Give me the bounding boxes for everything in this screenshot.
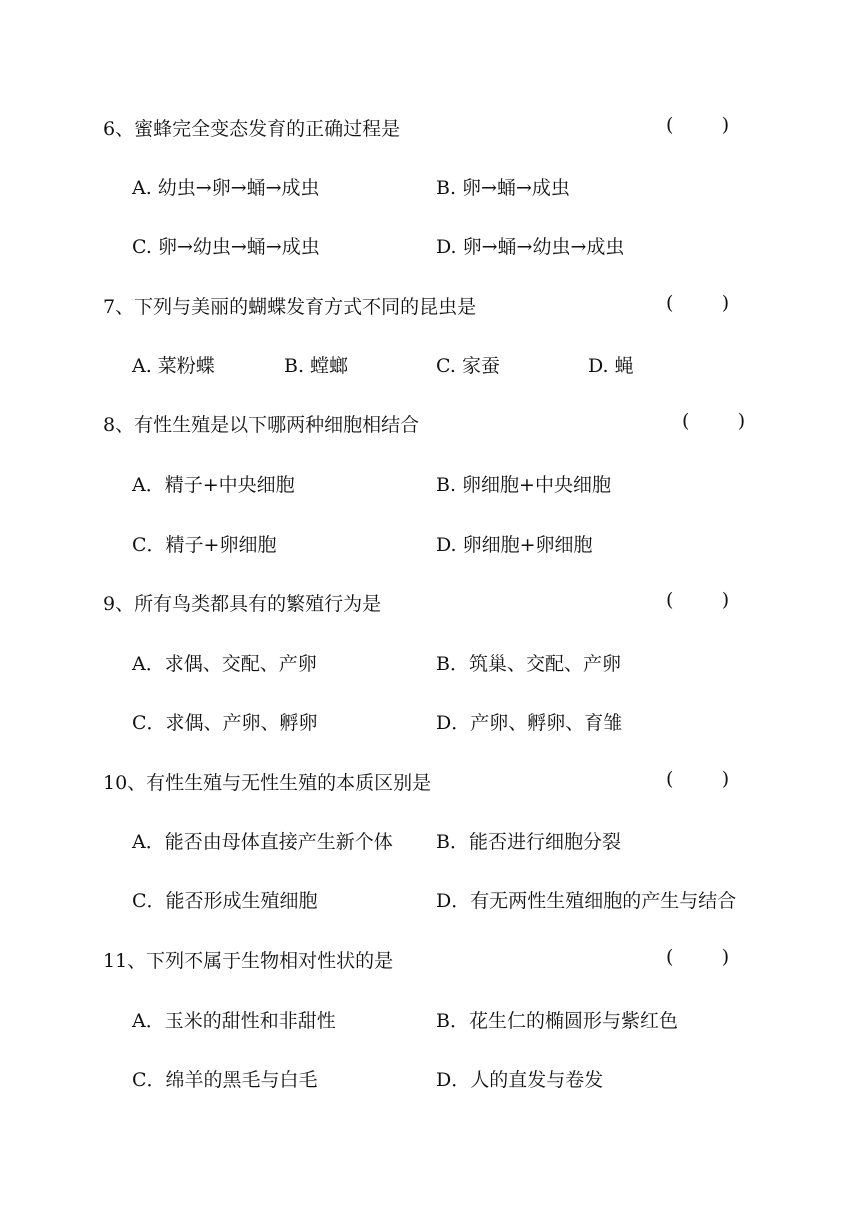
question-6-option-d: D. 卵→蛹→幼虫→成虫 xyxy=(436,236,625,258)
question-10-option-b: B．能否进行细胞分裂 xyxy=(436,831,621,853)
question-7-option-c: C. 家蚕 xyxy=(436,355,500,377)
answer-bracket-11: ( ) xyxy=(666,946,730,968)
question-9-stem: 9、所有鸟类都具有的繁殖行为是 xyxy=(103,593,382,615)
question-9-option-d: D．产卵、孵卵、育雏 xyxy=(436,712,623,734)
answer-bracket-10: ( ) xyxy=(666,768,730,790)
question-8-option-c: C．精子+卵细胞 xyxy=(132,534,277,556)
question-6-option-b: B. 卵→蛹→成虫 xyxy=(436,177,570,199)
question-7-option-a: A. 菜粉蝶 xyxy=(132,355,215,377)
answer-bracket-8: ( ) xyxy=(682,410,746,432)
question-10-stem: 10、有性生殖与无性生殖的本质区别是 xyxy=(103,772,432,794)
question-9-option-a: A．求偶、交配、产卵 xyxy=(132,653,317,675)
question-11-option-d: D．人的直发与卷发 xyxy=(436,1069,604,1091)
question-11-option-b: B．花生仁的椭圆形与紫红色 xyxy=(436,1010,678,1032)
question-10-option-d: D．有无两性生殖细胞的产生与结合 xyxy=(436,890,737,912)
answer-bracket-7: ( ) xyxy=(666,292,730,314)
answer-bracket-9: ( ) xyxy=(666,589,730,611)
answer-bracket-6: ( ) xyxy=(666,114,730,136)
question-10-option-c: C．能否形成生殖细胞 xyxy=(132,890,318,912)
question-10-option-a: A．能否由母体直接产生新个体 xyxy=(132,831,393,853)
question-6-option-a: A. 幼虫→卵→蛹→成虫 xyxy=(132,177,320,199)
question-9-option-b: B．筑巢、交配、产卵 xyxy=(436,653,621,675)
question-7-stem: 7、下列与美丽的蝴蝶发育方式不同的昆虫是 xyxy=(103,296,477,318)
question-8-option-b: B. 卵细胞+中央细胞 xyxy=(436,474,611,496)
question-6-stem: 6、蜜蜂完全变态发育的正确过程是 xyxy=(103,118,401,140)
question-9-option-c: C．求偶、产卵、孵卵 xyxy=(132,712,318,734)
question-6-option-c: C. 卵→幼虫→蛹→成虫 xyxy=(132,236,320,258)
question-8-stem: 8、有性生殖是以下哪两种细胞相结合 xyxy=(103,414,420,436)
question-7-option-d: D. 蝇 xyxy=(588,355,634,377)
question-11-option-c: C．绵羊的黑毛与白毛 xyxy=(132,1069,318,1091)
question-8-option-d: D. 卵细胞+卵细胞 xyxy=(436,534,593,556)
question-11-option-a: A．玉米的甜性和非甜性 xyxy=(132,1010,336,1032)
question-8-option-a: A．精子+中央细胞 xyxy=(132,474,295,496)
question-11-stem: 11、下列不属于生物相对性状的是 xyxy=(103,950,394,972)
question-7-option-b: B. 螳螂 xyxy=(284,355,349,377)
